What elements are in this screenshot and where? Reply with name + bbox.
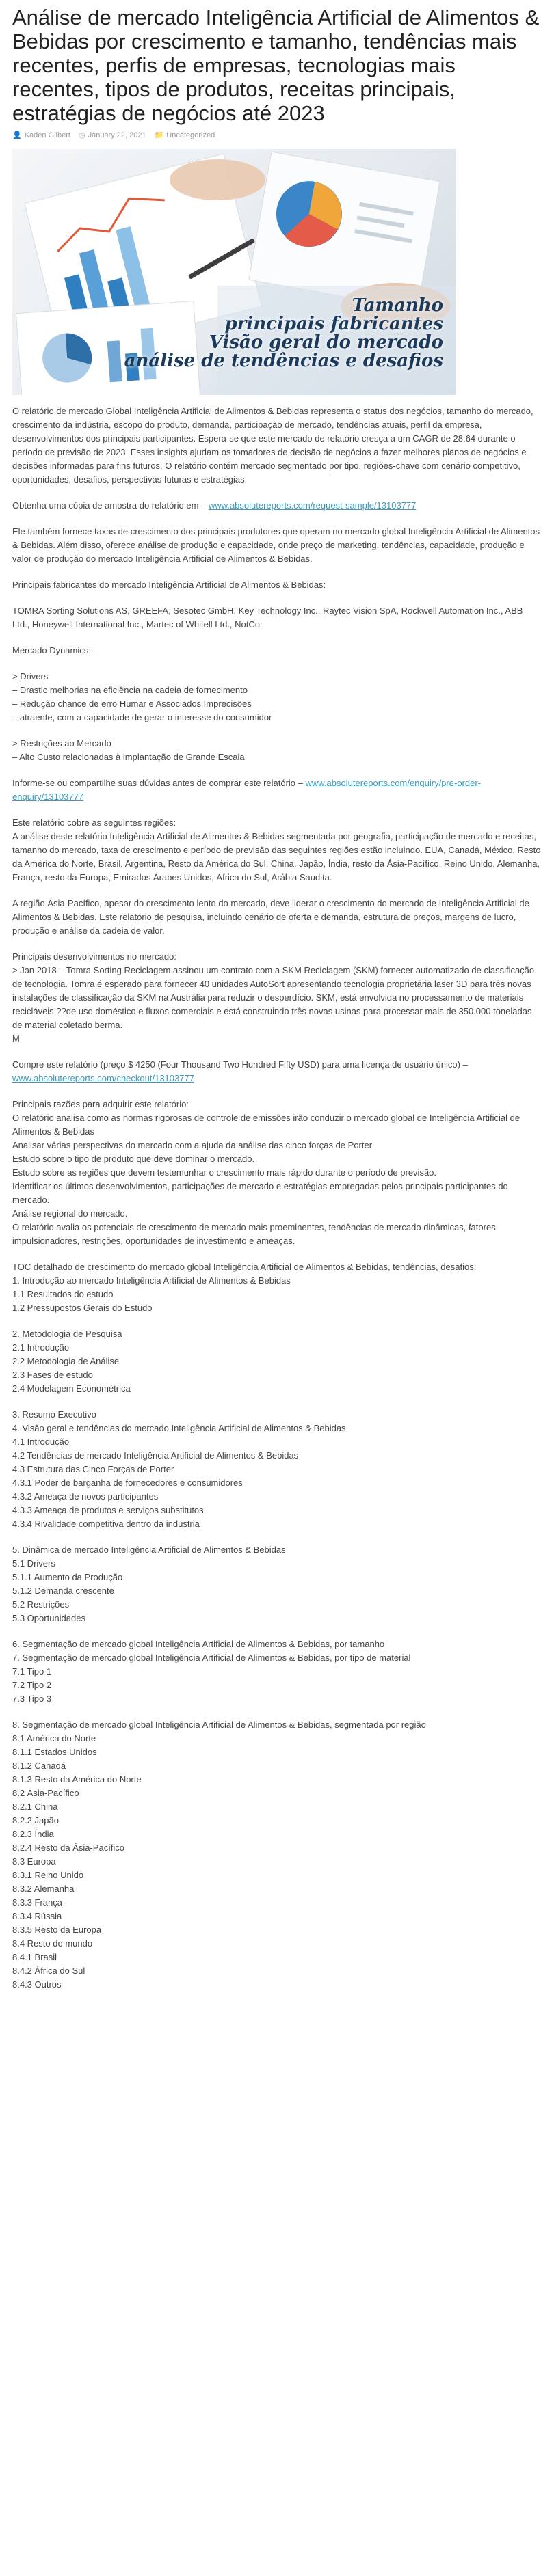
reason-item: Análise regional do mercado.	[12, 1208, 128, 1219]
enquiry-link[interactable]: www.absolutereports.com/enquiry/pre-order-enquiry/13103777	[12, 778, 481, 802]
toc-item: 8.1.2 Canadá	[12, 1761, 66, 1771]
toc-group	[12, 1638, 542, 1706]
reason-item: Identificar os últimos desenvolvimentos, participações de mercado e estratégias empregadas pelos principais participantes do mercado.	[12, 1181, 508, 1205]
toc-item: 4.3.2 Ameaça de novos participantes	[12, 1491, 159, 1502]
caption-line-1: Tamanho	[352, 295, 443, 316]
article-content	[12, 405, 542, 1992]
intro-paragraph: O relatório de mercado Global Inteligência Artificial de Alimentos & Bebidas representa o status dos negócios, tamanho do mercado, crescimento da indústria, escopo do produto, demanda, participação de mercado, tendências atuais, perfil da empresa, desenvolvimentos dos principais participantes. Espera-se que este mercado de relatório cresça a um CAGR de 28.64 durante o período de previsão de 2023. Esses insights ajudam os tomadores de decisão de negócios a fazer melhores planos de negócios e decisões informadas para fins futuros. O relatório contém mercado segmentado por tipo, regiões-chave com cenário competitivo, oportunidades, desafios, perspectivas futuras e estratégias.	[12, 406, 533, 485]
toc-group	[12, 1408, 542, 1531]
purchase-prefix: Compre este relatório (preço $ 4250 (Four Thousand Two Hundred Fifty USD) para uma licença de usuário único) –	[12, 1059, 468, 1070]
toc-item: 8.3.2 Alemanha	[12, 1884, 75, 1894]
toc-group	[12, 1543, 542, 1625]
folder-icon: 📁	[154, 131, 164, 139]
developments-paragraph	[12, 950, 542, 1046]
developments-tail: M	[12, 1033, 20, 1044]
developments-text: > Jan 2018 – Tomra Sorting Reciclagem assinou um contrato com a SKM Reciclagem (SKM) fornecer automatizado de classificação de tecnologia. Tomra é esperado para fornecer 40 unidades AutoSort apresentando tecnologia proprietária laser 3D para três novas instalações de classificação da SKM na Austrália para reduzir o desperdício. SKM, está envolvida no processamento de materiais recicláveis ??de uso doméstico e fluxos comerciais e está construindo três novas usinas para processar mais de 350.000 toneladas de material coletado berma.	[12, 965, 535, 1030]
post-category: Uncategorized	[166, 131, 215, 139]
article	[12, 0, 542, 1992]
drivers-block	[12, 670, 542, 724]
regions-heading: Este relatório cobre as seguintes regiões:	[12, 817, 176, 828]
toc-item: 8.1 América do Norte	[12, 1733, 96, 1744]
toc-group	[12, 1718, 542, 1992]
toc-item: 8.2.2 Japão	[12, 1815, 59, 1826]
clock-icon: ◷	[78, 131, 85, 139]
toc-group	[12, 1260, 542, 1315]
toc-item: 3. Resumo Executivo	[12, 1409, 96, 1420]
toc-item: 8.3.4 Rússia	[12, 1911, 62, 1921]
featured-caption	[124, 297, 443, 370]
asia-pacific-paragraph: A região Ásia-Pacífico, apesar do crescimento lento do mercado, deve liderar o crescimento do mercado de Inteligência Artificial de Alimentos & Bebidas. Este relatório de pesquisa, incluindo cenário de oferta e demanda, estrutura de preços, margens de lucro, produção e análise da cadeia de valor.	[12, 898, 529, 936]
toc-item: 8.1.1 Estados Unidos	[12, 1747, 97, 1757]
reason-item: O relatório analisa como as normas rigorosas de controle de emissões irão conduzir o mercado global de Inteligência Artificial de Alimentos & Bebidas	[12, 1113, 520, 1137]
toc-item: TOC detalhado de crescimento do mercado global Inteligência Artificial de Alimentos & Bebidas, tendências, desafios:	[12, 1262, 477, 1272]
toc-item: 8.4.3 Outros	[12, 1979, 62, 1990]
toc-item: 7. Segmentação de mercado global Inteligência Artificial de Alimentos & Bebidas, por tipo de material	[12, 1653, 411, 1663]
manufacturers-heading: Principais fabricantes do mercado Inteligência Artificial de Alimentos & Bebidas:	[12, 580, 326, 590]
enquiry-prefix: Informe-se ou compartilhe suas dúvidas antes de comprar este relatório –	[12, 778, 306, 788]
sample-link[interactable]: www.absolutereports.com/request-sample/13103777	[208, 500, 417, 511]
caption-line-3: Visão geral do mercado	[209, 332, 443, 353]
article-title: Análise de mercado Inteligência Artificial de Alimentos & Bebidas por crescimento e tamanho, tendências mais recentes, perfis de empresas, tecnologias mais recentes, tipos de produtos, receitas principais, estratégias de negócios até 2023	[12, 5, 540, 125]
drivers-line: > Drivers	[12, 671, 49, 681]
drivers-line: – atraente, com a capacidade de gerar o interesse do consumidor	[12, 712, 272, 722]
manufacturers-list: TOMRA Sorting Solutions AS, GREEFA, Sesotec GmbH, Key Technology Inc., Raytec Vision SpA, Rockwell Automation Inc., ABB Ltd., Honeywell International Inc., Martec of Whitell Ltd., NotCo	[12, 606, 523, 629]
featured-image	[12, 149, 456, 395]
post-date: January 22, 2021	[88, 131, 146, 139]
regions-text: A análise deste relatório Inteligência Artificial de Alimentos & Bebidas segmentada por geografia, participação de mercado e receitas, tamanho do mercado, taxa de crescimento e período de previsão das seguintes regiões estão incluindo. EUA, Canadá, México, Resto da América do Norte, Brasil, Argentina, Resto da América do Sul, China, Japão, Índia, resto da Ásia-Pacífico, Reino Unido, Alemanha, França, resto da Europa, Emirados Árabes Unidos, África do Sul, Arábia Saudita.	[12, 831, 541, 882]
reason-item: Analisar várias perspectivas do mercado com a ajuda da análise das cinco forças de Porter	[12, 1140, 373, 1150]
reasons-heading: Principais razões para adquirir este relatório:	[12, 1099, 189, 1109]
toc-item: 2.2 Metodologia de Análise	[12, 1356, 120, 1366]
author-name: Kaden Gilbert	[24, 131, 70, 139]
reason-item: Estudo sobre o tipo de produto que deve dominar o mercado.	[12, 1154, 255, 1164]
date-meta[interactable]	[79, 131, 146, 139]
reasons-block	[12, 1098, 542, 1248]
toc-item: 2.1 Introdução	[12, 1342, 70, 1353]
user-icon: 👤	[12, 131, 22, 139]
toc-item: 8.2 Ásia-Pacífico	[12, 1788, 79, 1798]
toc-item: 8.2.1 China	[12, 1802, 58, 1812]
toc-item: 8.3.3 França	[12, 1897, 62, 1908]
toc-item: 8.3 Europa	[12, 1856, 56, 1867]
reason-item: O relatório avalia os potenciais de crescimento de mercado mais proeminentes, tendências de mercado dinâmicas, fatores impulsionadores, restrições, oportunidades de investimento e ameaças.	[12, 1222, 496, 1246]
purchase-paragraph	[12, 1058, 542, 1085]
sample-prefix: Obtenha uma cópia de amostra do relatório em –	[12, 500, 209, 511]
purchase-link[interactable]: www.absolutereports.com/checkout/13103777	[12, 1073, 194, 1083]
toc-item: 2.3 Fases de estudo	[12, 1370, 93, 1380]
reason-item: Estudo sobre as regiões que devem testemunhar o crescimento mais rápido durante o período de previsão.	[12, 1167, 437, 1178]
toc-item: 8. Segmentação de mercado global Inteligência Artificial de Alimentos & Bebidas, segmentada por região	[12, 1720, 426, 1730]
toc-item: 8.3.5 Resto da Europa	[12, 1925, 102, 1935]
enquiry-paragraph	[12, 776, 542, 804]
toc-item: 4.3 Estrutura das Cinco Forças de Porter	[12, 1464, 174, 1474]
toc-item: 7.2 Tipo 2	[12, 1680, 52, 1690]
regions-paragraph	[12, 816, 542, 884]
toc-item: 4.2 Tendências de mercado Inteligência Artificial de Alimentos & Bebidas	[12, 1450, 299, 1461]
toc-item: 8.3.1 Reino Unido	[12, 1870, 84, 1880]
toc-item: 5. Dinâmica de mercado Inteligência Artificial de Alimentos & Bebidas	[12, 1545, 286, 1555]
dynamics-heading: Mercado Dynamics: –	[12, 645, 98, 655]
toc-item: 1.1 Resultados do estudo	[12, 1289, 114, 1299]
toc-item: 2.4 Modelagem Econométrica	[12, 1383, 131, 1394]
toc-item: 1.2 Pressupostos Gerais do Estudo	[12, 1303, 153, 1313]
toc-item: 8.4.1 Brasil	[12, 1952, 57, 1962]
table-of-contents	[12, 1260, 542, 1992]
toc-item: 5.2 Restrições	[12, 1599, 70, 1610]
toc-item: 8.2.4 Resto da Ásia-Pacífico	[12, 1843, 125, 1853]
post-meta	[12, 131, 542, 139]
developments-heading: Principais desenvolvimentos no mercado:	[12, 951, 176, 962]
toc-group	[12, 1327, 542, 1396]
toc-item: 8.4.2 África do Sul	[12, 1966, 85, 1976]
toc-item: 4.1 Introdução	[12, 1437, 70, 1447]
producers-paragraph: Ele também fornece taxas de crescimento dos principais produtores que operam no mercado global Inteligência Artificial de Alimentos & Bebidas. Além disso, oferece análise de produção e capacidade, onde preço de marketing, tendências, capacidade, produção e valor de produção do mercado Inteligência Artificial de Alimentos & Bebidas.	[12, 526, 540, 564]
toc-item: 7.3 Tipo 3	[12, 1694, 52, 1704]
caption-line-4: análise de tendências e desafios	[124, 351, 443, 371]
toc-item: 5.3 Oportunidades	[12, 1613, 85, 1623]
toc-item: 4. Visão geral e tendências do mercado Inteligência Artificial de Alimentos & Bebidas	[12, 1423, 346, 1433]
toc-item: 2. Metodologia de Pesquisa	[12, 1329, 122, 1339]
toc-item: 7.1 Tipo 1	[12, 1666, 52, 1677]
toc-item: 8.2.3 Índia	[12, 1829, 54, 1839]
toc-item: 8.4 Resto do mundo	[12, 1938, 93, 1949]
category-meta[interactable]	[155, 131, 215, 139]
toc-item: 4.3.3 Ameaça de produtos e serviços substitutos	[12, 1505, 204, 1515]
toc-item: 5.1 Drivers	[12, 1558, 55, 1569]
toc-item: 8.1.3 Resto da América do Norte	[12, 1774, 142, 1785]
toc-item: 1. Introdução ao mercado Inteligência Artificial de Alimentos & Bebidas	[12, 1275, 291, 1286]
drivers-line: – Redução chance de erro Humar e Associados Imprecisões	[12, 699, 252, 709]
restraints-line: > Restrições ao Mercado	[12, 738, 111, 748]
toc-item: 5.1.1 Aumento da Produção	[12, 1572, 123, 1582]
sample-paragraph	[12, 499, 542, 513]
restraints-line: – Alto Custo relacionadas à implantação de Grande Escala	[12, 752, 245, 762]
toc-item: 4.3.4 Rivalidade competitiva dentro da indústria	[12, 1519, 200, 1529]
toc-item: 6. Segmentação de mercado global Inteligência Artificial de Alimentos & Bebidas, por tamanho	[12, 1639, 385, 1649]
author-meta[interactable]	[12, 131, 70, 139]
drivers-line: – Drastic melhorias na eficiência na cadeia de fornecimento	[12, 685, 248, 695]
caption-line-2: principais fabricantes	[224, 314, 443, 334]
restraints-block	[12, 737, 542, 764]
toc-item: 4.3.1 Poder de barganha de fornecedores e consumidores	[12, 1478, 243, 1488]
toc-item: 5.1.2 Demanda crescente	[12, 1586, 114, 1596]
